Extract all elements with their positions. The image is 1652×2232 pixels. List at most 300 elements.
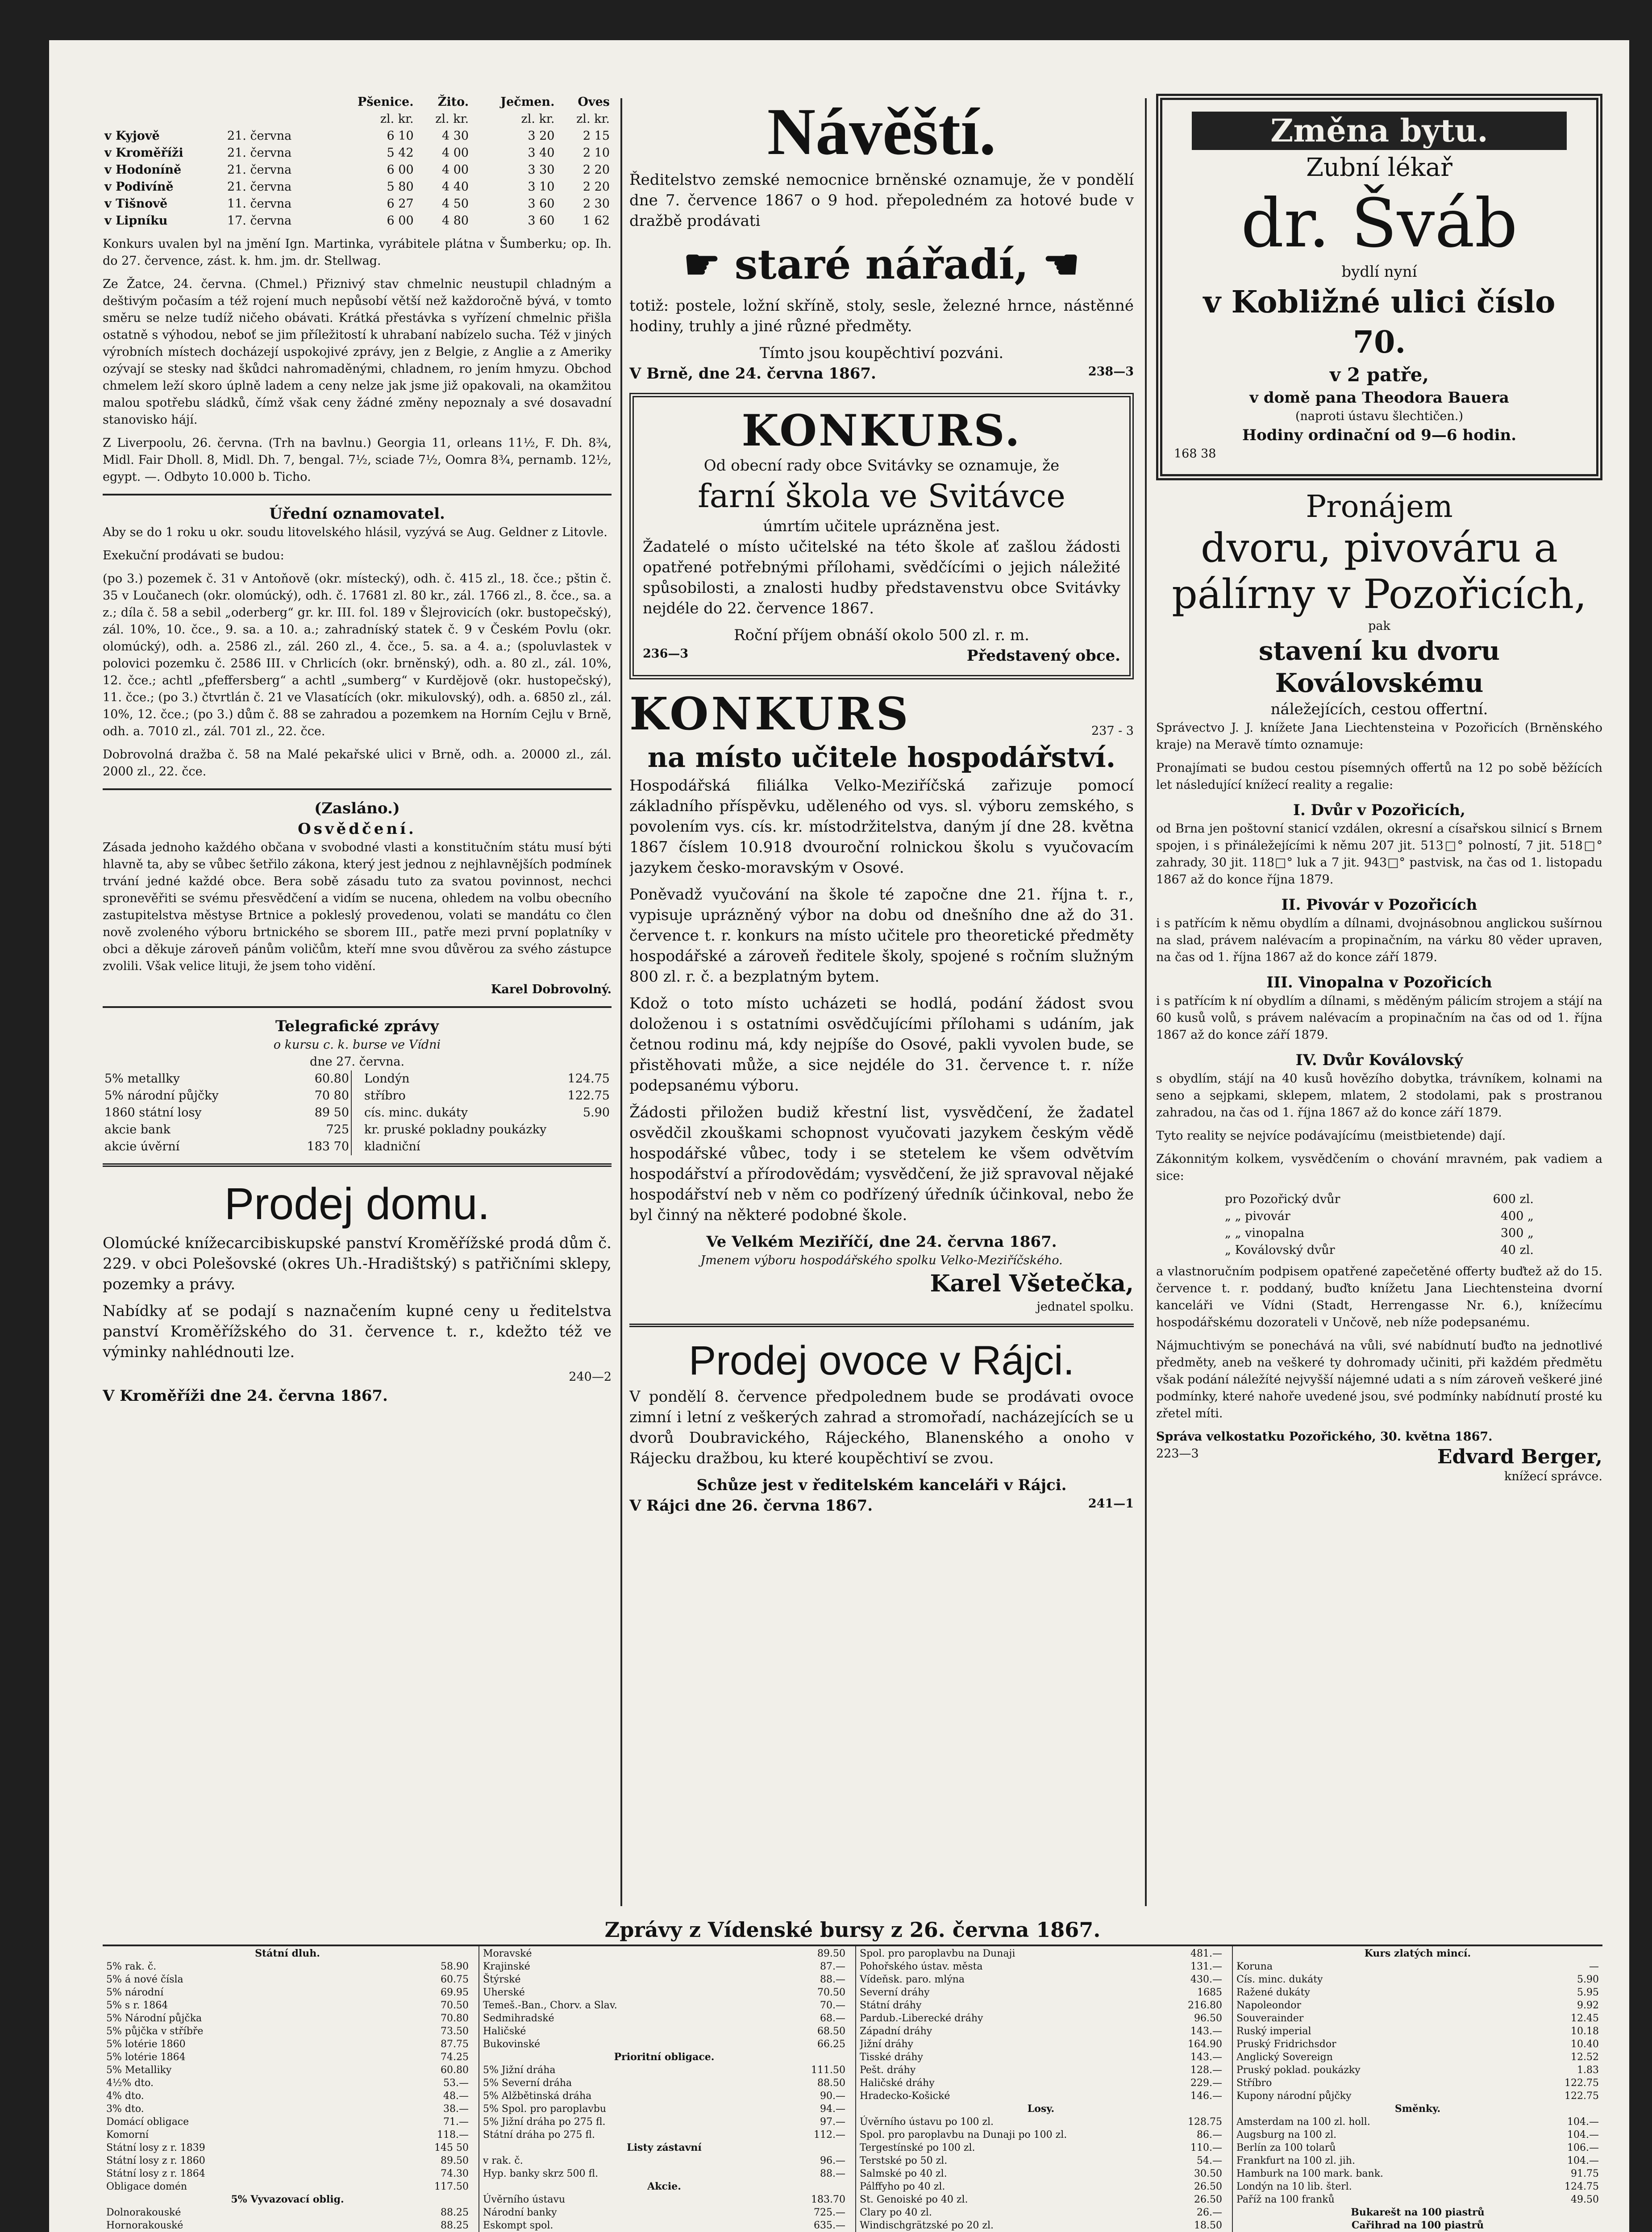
bourse-value: 87.75 [441,2039,469,2050]
bourse-label: 5% s r. 1864 [106,2000,168,2011]
bourse-row [1236,2193,1599,2206]
navesti-text: totiž: postele, ložní skříně, stoly, sesle, železné hrnce, nástěnné hodiny, truhly a jiné různé předměty. [629,297,1134,335]
pronajem-text: Pronajímati se budou cestou písemných offertů na 12 po sobě běžících let následující knížecí reality a regalie: [1156,761,1602,792]
pronajem-text: Správectvo J. J. knížete Jana Liechtensteina v Pozořicích (Brněnského kraje) na Meravě tímto oznamuje: [1156,721,1602,752]
pronajem-text: i s patřícím k ní obydlím a dílnami, s měděným pálicím strojem a stájí na 60 kusů volů, s právem nalévacím a propinačním na čas od od 1. října 1867 až do konce září 1879. [1156,994,1602,1042]
bourse-label: Pruský Fridrichsdor [1236,2039,1336,2050]
bourse-label: Tergestínské po 100 zl. [860,2142,975,2153]
bourse-row [483,2154,845,2167]
bourse-row [860,2167,1222,2180]
bourse-value: 66.25 [817,2039,845,2050]
bourse-value: 122.75 [1565,2078,1599,2089]
bourse-value: 89.50 [441,2155,469,2166]
bourse-label: Salmské po 40 zl. [860,2168,947,2179]
bourse-value: 104.— [1567,2129,1599,2140]
bourse-value: 1.83 [1577,2065,1599,2076]
bourse-label: Prioritní obligace. [614,2051,715,2063]
bourse-label: Terstské po 50 zl. [860,2155,948,2166]
bourse-value: 12.52 [1571,2052,1599,2063]
table-row: pro Pozořický dvůr 600 zl. [1225,1192,1534,1206]
bourse-row [106,2180,469,2193]
bourse-column-title: Kurs zlatých mincí. [1364,1948,1471,1959]
bourse-row [483,2025,845,2038]
konkurs1-text: Roční příjem obnáší okolo 500 zl. r. m. [734,626,1029,644]
bourse-label: 5% lotérie 1860 [106,2039,186,2050]
konkurs2-signature: Karel Všetečka, [930,1270,1134,1297]
bourse-row [860,1986,1222,1999]
pronajem-title: Pronájem [1306,489,1453,525]
bourse-value: 183.70 [811,2194,845,2205]
prodej-ovoce-date: V Rájci dne 26. června 1867. [629,1497,873,1515]
bourse-label: 5% národní [106,1987,164,1998]
bourse-label: Domácí obligace [106,2116,189,2128]
bourse-value: 96.50 [1194,2013,1222,2024]
bourse-row [860,2051,1222,2064]
bourse-value: 18.50 [1194,2220,1222,2231]
bourse-row [483,1986,845,1999]
navesti-big: ☛ staré nářadí, ☚ [683,240,1080,288]
bourse-value: 128.— [1190,2065,1222,2076]
bourse-label: Windischgrätzské po 20 zl. [860,2220,994,2231]
bourse-value: 229.— [1190,2078,1222,2089]
bourse-value: 164.90 [1188,2039,1222,2050]
bourse-label: Spol. pro paroplavbu na Dunaji po 100 zl. [860,2129,1067,2140]
bourse-value: 58.90 [441,1961,469,1972]
navesti-title: Návěští. [767,95,996,169]
bourse-value: 104.— [1567,2155,1599,2166]
navesti-ref: 238—3 [1088,365,1134,379]
bourse-label: 3% dto. [106,2103,144,2115]
bourse-row [106,2090,469,2103]
bourse-row [483,2051,845,2064]
official-text: Dobrovolná dražba č. 58 na Malé pekařské ulici v Brně, odh. a. 20000 zl., zál. 2000 zl., 22. čce. [103,748,612,779]
bourse-row [860,2128,1222,2141]
bourse-column [479,1946,849,2232]
bourse-label: Vídeňsk. paro. mlýna [860,1974,965,1985]
pronajem-text: od Brna jen poštovní stanicí vzdálen, okresní a císařskou silnicí s Brnem spojen, i s přináležejícími k němu 207 jit. 513□° polností, 7 jit. 518□° zahrady, 30 jit. 118□° luk a 7 jit. 943□° pastvisk, na čas od 1. listopadu 1867 až do konce října 1879. [1156,822,1602,887]
table-row: Londýn 124.75 [364,1072,610,1086]
bourse-value: 88.25 [441,2220,469,2231]
zmena-name: dr. Šváb [1241,185,1518,262]
bourse-label: 5% půjčka v stříbře [106,2026,204,2037]
bourse-row [483,2180,845,2193]
bourse-label: Frankfurt na 100 zl. jih. [1236,2155,1355,2166]
bourse-label: 5% Jižní dráha [483,2065,556,2076]
table-row: stříbro 122.75 [364,1089,610,1103]
zmena-ref: 168 38 [1174,447,1216,461]
table-row: „ „ vinopalna 300 „ [1225,1226,1534,1240]
konkurs2-text: Žádosti přiložen budiž křestní list, vysvědčení, že žadatel osvědčil zkouškami schopnost vyučovati jazykem českým vědě hospodářské vůbec, tody i se stetelem ke všem odvětvím hospodářství a přírodovědám; vysvědčení, že již spravoval nějaké hospodářství neb v něm co podřízený úředník účinkoval, nebo že byl činný na některé podobné škole. [629,1104,1134,1224]
bourse-label: Státní dráhy [860,2000,922,2011]
bourse-value: — [1589,1961,1599,1972]
bourse-row [483,2077,845,2090]
zaslano-signature: Karel Dobrovolný. [491,983,612,996]
konkurs2-date: Ve Velkém Meziříčí, dne 24. června 1867. [706,1233,1057,1251]
bourse-value: 71.— [443,2116,469,2128]
bourse-row [106,2219,469,2232]
bourse-row [106,2154,469,2167]
bourse-row [106,2051,469,2064]
prodej-ovoce-text: V pondělí 8. července předpolednem bude se prodávati ovoce zimní i letní z veškerých zahrad a stromořadí, nacházejících se u dvorů Doubravického, Rájeckého, Blanenského a onoho v Rájecku dražbou, ku které koupěchtiví se zvou. [629,1388,1134,1467]
bourse-row [1236,2103,1599,2115]
zaslano-subtitle: Osvědčení. [298,820,416,838]
bourse-label: Kupony národní půjčky [1236,2090,1352,2102]
bourse-label: Ražené dukáty [1236,1987,1310,1998]
bourse-label: Tisské dráhy [860,2052,923,2063]
bourse-label: 5% Vyvazovací oblig. [231,2194,344,2205]
bourse-row [483,2128,845,2141]
bourse-row [1236,1973,1599,1986]
konkurs2-text: Kdož o toto místo ucházeti se hodlá, podání žádost svou doloženou i s ostatními osvědčujícími přílohami s udáním, jak četnou rodinu má, kdy nejpíše do Osové, pakli vyvolen bude, se přistěhovati může, a sice nejdéle do 31. července t. r. níže podepsanému výboru. [629,995,1134,1095]
konkurs2-signature-role: jednatel spolku. [1036,1300,1134,1314]
bourse-value: 48.— [443,2090,469,2102]
zmena-floor: v 2 patře, [1329,364,1429,386]
bourse-label: Koruna [1236,1961,1273,1972]
bourse-value: 9.92 [1577,2000,1599,2011]
bourse-row [860,1999,1222,2012]
zmena-bytu-box [1156,94,1602,480]
bourse-value: 69.95 [441,1987,469,1998]
bourse-row [106,2128,469,2141]
bourse-row [1236,2180,1599,2193]
bourse-row [860,2064,1222,2077]
bourse-value: 10.18 [1571,2026,1599,2037]
bourse-value: 106.— [1567,2142,1599,2153]
bourse-value: 131.— [1190,1961,1222,1972]
bourse-value: 97.— [820,2116,845,2128]
bourse-row [1236,1999,1599,2012]
bourse-row [106,2167,469,2180]
bourse-value: 91.75 [1571,2168,1599,2179]
bourse-row [483,2193,845,2206]
bourse-label: Ruský imperial [1236,2026,1311,2037]
telegraph-subtitle: o kursu c. k. burse ve Vídni [273,1038,441,1052]
bourse-value: 5.90 [1577,1974,1599,1985]
bourse-label: St. Genoiské po 40 zl. [860,2194,968,2205]
news-konkurs: Konkurs uvalen byl na jmění Ign. Martinka, vyrábitele plátna v Šumberku; op. Ih. do 27. července, zást. k. hm. jm. dr. Stellwag. [103,237,612,268]
bourse-label: Dolnorakouské [106,2207,181,2218]
table-row: v Podivíně 21. června 5 80 4 40 3 10 2 20 [104,180,610,194]
pronajem-text: s obydlím, stájí na 40 kusů hovězího dobytka, trávníkem, kolnami na seno a sejpkami, sklepem, mlatem, 2 stodolami, pak s prostranou zahradou, na čas od 1. října 1867 až do konce září 1879. [1156,1072,1602,1120]
navesti-text: Ředitelstvo zemské nemocnice brněnské oznamuje, že v pondělí dne 7. července 1867 o 9 hod. přepoledném za hotové bude v dražbě prodávati [629,171,1134,230]
table-row: „ Koválovský dvůr 40 zl. [1225,1243,1534,1257]
bourse-row [106,1999,469,2012]
bourse-row [483,2012,845,2025]
pronajem-text: a vlastnoručním podpisem opatřené zapečetěné offerty buďtež až do 15. července t. r. poddaný, buďto knížetu Jana Liechtensteina dvorní kanceláři ve Vídni (Stadt, Herrengasse Nr. 6.), knížecímu hospodářskému dozorateli v Unčově, neb níže podepsanému. [1156,1265,1602,1329]
bourse-label: Listy zástavní [627,2142,702,2153]
bourse-section [103,1915,1602,2232]
bourse-row [1236,2077,1599,2090]
table-row: v Kroměříži 21. června 5 42 4 00 3 40 2 10 [104,146,610,160]
bourse-label: 5% Jižní dráha po 275 fl. [483,2116,606,2128]
pronajem-heading: I. Dvůr v Pozořicích, [1293,801,1465,819]
zmena-hours: Hodiny ordinační od 9—6 hodin. [1242,426,1517,444]
bourse-row [860,2077,1222,2090]
konkurs1-text: Žadatelé o místo učitelské na této škole ať zašlou žádosti opatřené potřebnými přílohami, svědčícími o jejich náležité spůsobilosti, a znalosti hudby představenstvu obce Svitávky nejdéle do 22. července 1867. [643,538,1120,617]
bourse-row [483,2206,845,2219]
pronajem-title: pak [1368,619,1390,633]
pronajem-text: Tyto reality se nejvíce podávajícímu (meistbietende) dají. [1156,1129,1506,1143]
market-price-table [103,94,612,229]
bourse-label: Komorní [106,2129,149,2140]
table-row: akcie úvěrní 183 70 [104,1140,350,1153]
bourse-label: Clary po 40 zl. [860,2207,932,2218]
pointing-hand-icon: ☚ [1028,240,1080,288]
official-text: (po 3.) pozemek č. 31 v Antoňově (okr. místecký), odh. č. 415 zl., 18. čce.; pštin č. 35 v Loučanech (okr. olomúcký), odh. č. 17681 zl. 80 kr., zál. 1766 zl., 8. čce., sa. a z.; díla č. 58 a sebil „oderberg“ gr. kr. III. fol. 189 v Šlejrovicích (okr. bustopečský), zál. 10%, 10. čce., 9. sa. a 10. a.; zahradníský statek č. 9 v Českém Povlu (okr. olomúcký), odh. a. 2586 zl., zál. 260 zl., 4. čce., 5. sa. a 4. a.; (spoluvlastek v polovici pozemku č. 2586 III. v Chrlicích (okr. brněnský), odh. a. 80 zl., zál. 10%, 12. čce.; achtl „pfeffersberg“ a achtl „sumberg“ v Kurdějově (okr. hustopečský), 11. čce.; (po 3.) čtvrtlán č. 21 ve Vlasatících (okr. mikulovský), odh. a. 6850 zl., zál. 10%, 12. čce.; (po 3.) dům č. 88 se zahradou a pozemkem na Horním Cejlu v Brně, odh. a. 7010 zl., zál. 701 zl., 22. čce. [103,572,612,738]
bourse-value: 49.50 [1571,2194,1599,2205]
bourse-row [106,2206,469,2219]
bourse-value: 88.25 [441,2207,469,2218]
navesti-date: V Brně, dne 24. června 1867. [629,365,876,383]
bourse-value: 104.— [1567,2116,1599,2128]
bourse-label: Cařihrad na 100 piastrů [1351,2220,1484,2231]
zaslano-text: Zásada jednoho každého občana v svobodné vlasti a konstitučním státu musí býti hlavně ta, aby se vůbec šetřilo zákona, který jest jednou z nejhlavnějších podmínek trvání jedné každé obce. Bera sobě zásadu tuto za svatou povinnost, nechci spronevěřiti se svému přesvědčení a vidím se nucena, ohledem na volbu obecního zastupitelstva městyse Brtnice a pokleslý provedenou, volati se mandátu co člen nově zvoleného výboru brtnického se sborem III., patře mezi první poplatníky v obci a děkuje zároveň pánům voličům, kteří mne svou důvěrou za svého zástupce zvolili. Však velice lituji, že jsem toho vidění. [103,841,612,973]
bourse-label: Pardub.-Liberecké dráhy [860,2013,983,2024]
bourse-row [1236,2128,1599,2141]
column-right [1156,94,1602,1906]
bourse-value: 70.— [820,2000,845,2011]
bourse-row [1236,2025,1599,2038]
bourse-label: Pruský poklad. poukázky [1236,2065,1361,2076]
prodej-ovoce-title: Prodej ovoce v Rájci. [688,1338,1075,1383]
column-rule [620,98,622,1906]
prodej-ovoce-ref: 241—1 [1088,1497,1134,1511]
bourse-label: Štýrské [483,1974,521,1985]
bourse-label: Bukovinské [483,2039,541,2050]
bourse-value: 88.— [820,2168,845,2179]
bourse-value: 74.25 [441,2052,469,2063]
bourse-row [860,2025,1222,2038]
bourse-value: 60.80 [441,2065,469,2076]
bourse-label: 5% lotérie 1864 [106,2052,186,2063]
pronajem-ref: 223—3 [1156,1447,1199,1461]
prodej-domu-text: Nabídky ať se podají s naznačením kupné ceny u ředitelstva panství Kroměřížského do 31. července t. r., kdežto též ve výminky nahlédnouti lze. [103,1302,612,1361]
bourse-row [106,2012,469,2025]
bourse-label: Akcie. [647,2181,681,2192]
bourse-value: 26.50 [1194,2181,1222,2192]
bourse-label: Losy. [1027,2103,1055,2115]
konkurs2-authority: Jmenem výboru hospodářského spolku Velko-Meziříčského. [700,1253,1063,1267]
bourse-value: 216.80 [1188,2000,1222,2011]
bourse-label: Haličské dráhy [860,2078,935,2089]
konkurs2-text: Poněvadž vyučování na škole té započne dne 21. října t. r., vypisuje uprázněný výbor na dobu od dnešního dne až do 31. července t. r. konkurs na místo učitele pro theoretické předměty hospodářské a zároveň ředitele školy, spojené s ročním služným 800 zl. r. č. a bezplatným bytem. [629,886,1134,986]
bourse-value: 73.50 [441,2026,469,2037]
bourse-label: Souverainder [1236,2013,1304,2024]
table-row: 5% národní půjčky 70 80 [104,1089,350,1103]
zaslano-title: (Zasláno.) [314,800,400,817]
bourse-label: Sedmihradské [483,2013,554,2024]
bourse-label: Stříbro [1236,2078,1272,2089]
bourse-value: 74.30 [441,2168,469,2179]
bourse-row [483,1947,845,1960]
bourse-value: 53.— [443,2078,469,2089]
bourse-label: Jižní dráhy [860,2039,913,2050]
bourse-row [106,2193,469,2206]
bourse-label: Anglický Sovereign [1236,2052,1333,2063]
bourse-label: Úvěrního ústavu [483,2194,566,2205]
table-row: kr. pruské pokladny poukázky [364,1123,547,1137]
bourse-value: 88.50 [817,2078,845,2089]
market-header [103,94,225,111]
bourse-label: 5% Metalliky [106,2065,172,2076]
zmena-text: bydlí nyní [1341,263,1417,281]
bourse-label: Bukarešt na 100 piastrů [1351,2207,1485,2218]
prodej-domu-date: V Kroměříži dne 24. června 1867. [103,1387,388,1405]
bourse-row [106,2038,469,2051]
bourse-value: 26.50 [1194,2194,1222,2205]
pointing-hand-icon: ☛ [683,240,735,288]
column-left [103,94,612,1906]
table-row: 5% metallky 60.80 [104,1072,350,1086]
bourse-value: 70.50 [441,2000,469,2011]
bourse-value: 110.— [1190,2142,1222,2153]
bourse-row [483,2064,845,2077]
pronajem-heading: IV. Dvůr Koválovský [1295,1051,1463,1069]
bourse-label: Napoleondor [1236,2000,1302,2011]
bourse-row [860,2012,1222,2025]
bourse-label: 5% á nové čísla [106,1974,183,1985]
pronajem-signature-role: knížecí správce. [1504,1470,1602,1483]
table-row: v Hodoníně 21. června 6 00 4 00 3 30 2 20 [104,163,610,177]
bourse-row [1236,2038,1599,2051]
bourse-label: Hornorakouské [106,2220,183,2231]
bourse-row [1236,2206,1599,2219]
pronajem-text: Správa velkostatku Pozořického, 30. května 1867. [1156,1430,1493,1444]
bourse-label: Pálffyho po 40 zl. [860,2181,945,2192]
market-header: Ječmen. [500,95,555,109]
telegraph-table [103,1070,612,1155]
bourse-row [1236,2167,1599,2180]
navesti-text: Tímto jsou koupěchtiví pozváni. [759,344,1004,362]
pronajem-title: náležejících, cestou offertní. [1270,700,1488,718]
bourse-row [483,1960,845,1973]
bourse-label: Krajinské [483,1961,530,1972]
bourse-label: Směnky. [1394,2103,1441,2115]
zmena-house: v domě pana Theodora Bauera [1249,389,1509,407]
bourse-label: 5% Severní dráha [483,2078,572,2089]
table-row: v Tišnově 11. června 6 27 4 50 3 60 2 30 [104,197,610,211]
bourse-row [1236,2090,1599,2103]
pronajem-heading: II. Pivovár v Pozořicích [1281,896,1477,914]
official-text: Exekuční prodávati se budou: [103,549,284,562]
bourse-row [483,2219,845,2232]
bourse-row [860,1973,1222,1986]
market-header: Oves [578,95,610,109]
bourse-label: 5% rak. č. [106,1961,157,1972]
bourse-value: 96.— [820,2155,845,2166]
konkurs-svitavka-box [629,393,1134,679]
market-header: Žito. [437,95,469,109]
bourse-label: Státní losy z r. 1864 [106,2168,205,2179]
bourse-label: Hyp. banky skrz 500 fl. [483,2168,599,2179]
bourse-label: Paříž na 100 franků [1236,2194,1335,2205]
bourse-row [860,2103,1222,2115]
bourse-value: 111.50 [811,2065,845,2076]
pronajem-signature: Edvard Berger, [1437,1445,1602,1468]
bourse-value: 143.— [1190,2026,1222,2037]
bourse-value: 68.50 [817,2026,845,2037]
bourse-row [860,1960,1222,1973]
bourse-row [860,2115,1222,2128]
bourse-label: Moravské [483,1948,532,1959]
table-row: kladniční [364,1140,420,1153]
newspaper-page [49,40,1629,2232]
column-middle [629,94,1134,1906]
bourse-row [106,2141,469,2154]
bourse-label: Spol. pro paroplavbu na Dunaji [860,1948,1015,1959]
vadium-table [1223,1191,1535,1259]
zmena-street: v Kobližné ulici číslo 70. [1203,284,1556,360]
bourse-value: 26.— [1197,2207,1222,2218]
konkurs2-title: KONKURS [629,687,911,740]
bourse-label: 4% dto. [106,2090,144,2102]
bourse-row [106,2115,469,2128]
bourse-value: 70.80 [441,2013,469,2024]
table-row: 1860 státní losy 89 50 [104,1106,350,1120]
bourse-row [1236,2064,1599,2077]
bourse-title: Zprávy z Vídenské bursy z 26. června 1867. [604,1918,1101,1942]
bourse-label: Obligace domén [106,2181,187,2192]
bourse-label: Národní banky [483,2207,557,2218]
bourse-row [106,2064,469,2077]
bourse-value: 430.— [1190,1974,1222,1985]
bourse-value: 88.— [820,1974,845,1985]
bourse-row [106,2103,469,2115]
bourse-row [483,2167,845,2180]
bourse-label: Eskompt spol. [483,2220,553,2231]
bourse-label: 5% Spol. pro paroplavbu [483,2103,607,2115]
bourse-row [860,2038,1222,2051]
column-rule [1145,98,1147,1906]
news-liverpool: Z Liverpoolu, 26. června. (Trh na bavlnu.) Georgia 11, orleans 11½, F. Dh. 8¾, Midl. Fair Dholl. 8, Midl. Dh. 7, bengal. 7½, sciade 7½, Oomra 8¾, pernamb. 12½, egypt. —. Odbyto 10.000 b. Ticho. [103,436,612,484]
pronajem-heading: III. Vinopalna v Pozořicích [1266,974,1492,991]
bourse-label: v rak. č. [483,2155,523,2166]
bourse-row [106,1973,469,1986]
bourse-row [860,2154,1222,2167]
bourse-label: Uherské [483,1987,525,1998]
bourse-label: Západní dráhy [860,2026,932,2037]
bourse-label: Pohořského ústav. města [860,1961,983,1972]
table-row: v Kyjově 21. června 6 10 4 30 3 20 2 15 [104,129,610,143]
konkurs2-subtitle: na místo učitele hospodářství. [647,741,1116,774]
table-row: „ „ pivovár 400 „ [1225,1209,1534,1223]
bourse-row [106,2025,469,2038]
bourse-row [1236,2141,1599,2154]
bourse-row [860,2219,1222,2232]
bourse-label: Státní losy z r. 1839 [106,2142,205,2153]
bourse-label: 5% Alžbětinská dráha [483,2090,592,2102]
bourse-label: Berlín za 100 tolarů [1236,2142,1336,2153]
bourse-value: 117.50 [434,2181,469,2192]
pronajem-text: Nájmuchtivým se ponechává na vůli, své nabídnutí buďto na jednotlivé předměty, aneb na veškeré ty dohromady učiniti, při každém předmětu však podání náležíté nejvyšší nájemné udati a s ním zároveň veškeré jiné podmínky, které nahoře uvedené jsou, své podmínky nabídnutí prosté ku zřetel míti. [1156,1339,1602,1420]
bourse-value: 145 50 [434,2142,469,2153]
bourse-row [860,2090,1222,2103]
bourse-label: 5% Národní půjčka [106,2013,202,2024]
konkurs2-text: Hospodářská filiálka Velko-Meziříčská zařizuje pomocí základního příspěvku, uděleného od vys. sl. výboru zemského, s povolením vys. cís. kr. místodržitelstva, daným jí dne 28. května 1867 číslem 10.918 dvouroční rolnickou školu s vyučovacím jazykem česko-moravským v Osové. [629,777,1134,877]
bourse-value: 89.50 [817,1948,845,1959]
konkurs2-ref: 237 - 3 [1091,724,1134,738]
bourse-value: 86.— [1197,2129,1222,2140]
bourse-value: 635.— [814,2220,845,2231]
bourse-row [483,2141,845,2154]
bourse-value: 122.75 [1565,2090,1599,2102]
bourse-label: Státní dráha po 275 fl. [483,2129,595,2140]
bourse-value: 481.— [1190,1948,1222,1959]
bourse-value: 68.— [820,2013,845,2024]
table-row: akcie bank 725 [104,1123,350,1137]
bourse-row [1236,2012,1599,2025]
market-unit: zl. kr. [435,112,469,126]
